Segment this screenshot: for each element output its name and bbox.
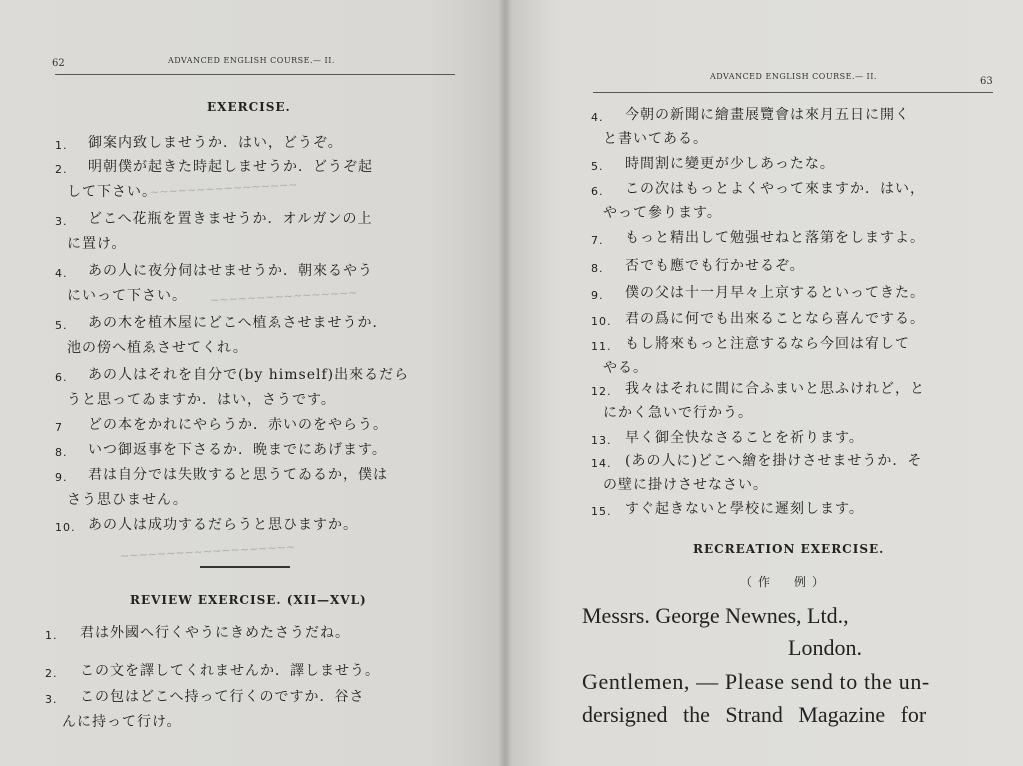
running-header-right: ADVANCED ENGLISH COURSE.— II. [710,72,877,81]
exercise-text-line: いつ御返事を下さるか．晩までにあげます。 [88,442,387,458]
exercise-text-line: あの木を植木屋にどこへ植ゑさせませうか． [88,315,388,331]
exercise-text-line: この文を譯してくれませんか．譯しませう。 [80,663,380,679]
exercise-number: 7. [591,234,604,247]
recreation-subtitle: （作 例） [740,575,831,589]
letter-line-3: Gentlemen, — Please send to the un- [582,669,930,694]
exercise-number: 5. [591,160,604,173]
book-gutter [498,0,512,766]
exercise-text-line: どこへ花瓶を置きませうか．オルガンの上 [88,211,373,227]
exercise-text-line: 我々はそれに間に合ふまいと思ふけれど，と [625,381,925,397]
exercise-text-line: と書いてある。 [603,131,708,147]
exercise-number: 1. [45,629,58,642]
exercise-number: 10. [591,315,612,328]
recreation-exercise-heading: RECREATION EXERCISE. [693,542,885,556]
exercise-number: 2. [45,667,58,680]
page-number-left: 62 [52,58,65,69]
exercise-number: 1. [55,139,68,152]
letter-line-4: dersigned the Strand Magazine for [582,702,927,727]
exercise-number: 6. [55,371,68,384]
exercise-text-line: どの本をかれにやらうか．赤いのをやらう。 [88,417,388,433]
pencil-annotation: ~~~~~~~~~~~~~~~~~~~ [119,540,296,563]
exercise-number: 10. [55,521,76,534]
exercise-number: 9. [591,289,604,302]
pencil-annotation: ~~~~~~~~~~~~~~~~ [149,178,298,199]
right-page [505,0,1023,766]
exercise-text-line: もっと精出して勉强せねと落第をしますよ。 [625,230,925,246]
exercise-number: 9. [55,471,68,484]
exercise-number: 8. [591,262,604,275]
exercise-number: 11. [591,340,612,353]
exercise-number: 15. [591,505,612,518]
exercise-text-line: この包はどこへ持って行くのですか．谷さ [80,689,365,705]
exercise-text-line: やる。 [603,360,648,376]
exercise-text-line: して下さい。 [67,184,157,200]
exercise-text-line: にかく急いで行かう。 [603,405,753,421]
exercise-number: 14. [591,457,612,470]
letter-line-1: Messrs. George Newnes, Ltd., [582,603,849,628]
exercise-text-line: さう思ひません。 [67,492,188,508]
exercise-text-line: 明朝僕が起きた時起しませうか．どうぞ起 [88,159,373,175]
exercise-text-line: やって參ります。 [603,205,722,221]
exercise-text-line: 早く御全快なさることを祈ります。 [625,430,864,446]
exercise-text-line: もし將來もっと注意するなら今回は宥して [625,336,910,352]
exercise-text-line: んに持って行け。 [62,714,182,730]
exercise-text-line: 君の爲に何でも出來ることなら喜んでする。 [625,311,925,327]
exercise-text-line: 池の傍へ植ゑさせてくれ。 [67,340,248,356]
exercise-text-line: すぐ起きないと學校に遲刻します。 [625,501,864,517]
exercise-text-line: 時間割に變更が少しあったな。 [625,156,835,172]
exercise-text-line: (あの人に)どこへ繪を掛けさせませうか．そ [625,453,923,469]
exercise-text-line: 君は自分では失敗すると思うてゐるか，僕は [88,467,388,483]
exercise-number: 4. [55,267,68,280]
left-page [0,0,505,766]
review-exercise-heading: REVIEW EXERCISE. (XII—XVL) [130,593,367,607]
exercise-text-line: 僕の父は十一月早々上京するといってきた。 [625,285,925,301]
exercise-text-line: 御案内致しませうか．はい，どうぞ。 [88,135,343,151]
exercise-heading: EXERCISE. [207,100,291,114]
exercise-number: 13. [591,434,612,447]
exercise-text-line: にいって下さい。 [67,288,187,304]
exercise-number: 4. [591,111,604,124]
exercise-number: 6. [591,185,604,198]
section-separator [200,566,290,568]
exercise-number: 7 [55,421,63,434]
exercise-text-line: 否でも應でも行かせるぞ。 [625,258,805,274]
page-number-right: 63 [980,76,993,87]
exercise-text-line: あの人に夜分伺はせませうか．朝來るやう [88,263,373,279]
exercise-text-line: あの人はそれを自分で(by himself)出來るだら [88,367,410,383]
exercise-number: 3. [55,215,68,228]
letter-line-2: London. [788,635,862,660]
exercise-text-line: 君は外國へ行くやうにきめたさうだね。 [80,625,350,641]
exercise-text-line: あの人は成功するだらうと思ひますか。 [88,517,358,533]
running-header-left: ADVANCED ENGLISH COURSE.— II. [168,56,335,65]
exercise-number: 3. [45,693,58,706]
header-rule-right [593,92,993,93]
header-rule-left [55,74,455,75]
exercise-text-line: この次はもっとよくやって來ますか．はい， [625,181,925,197]
exercise-text-line: うと思ってゐますか．はい，さうです。 [67,392,336,408]
exercise-number: 5. [55,319,68,332]
exercise-text-line: に置け。 [67,236,127,252]
exercise-text-line: 今朝の新聞に繪畫展覽會は來月五日に開く [625,107,910,123]
exercise-number: 8. [55,446,68,459]
exercise-number: 12. [591,385,612,398]
pencil-annotation: ~~~~~~~~~~~~~~~~ [209,286,358,307]
exercise-text-line: の壁に掛けさせなさい。 [603,477,768,493]
exercise-number: 2. [55,163,68,176]
